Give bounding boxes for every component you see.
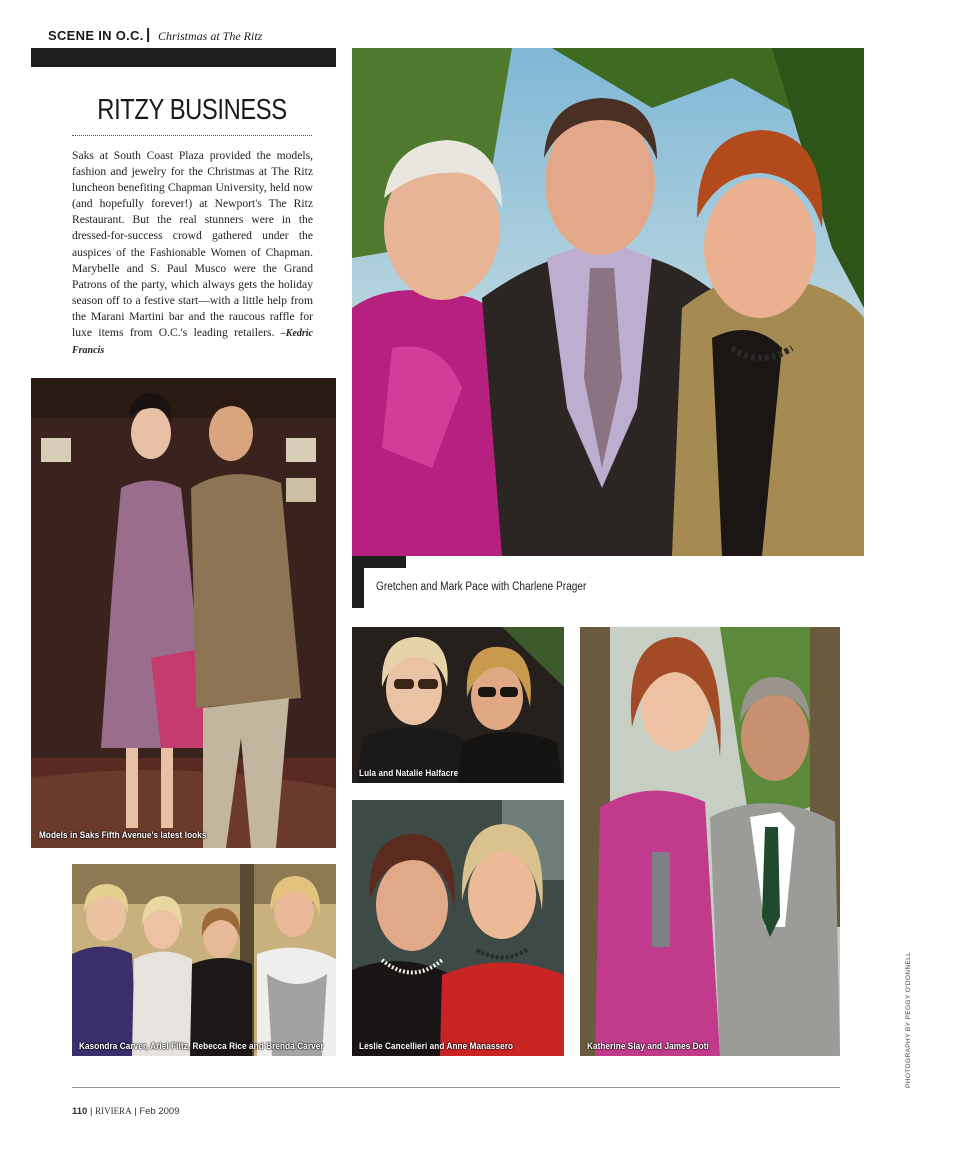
- article-body: [72, 148, 313, 359]
- photo-lula: [352, 627, 564, 783]
- byline: –Kedric Francis: [72, 328, 313, 357]
- section-subtitle: Christmas at The Ritz: [158, 29, 263, 43]
- photo-main-caption: Gretchen and Mark Pace with Charlene Prager: [376, 581, 587, 593]
- article-text: Saks at South Coast Plaza provided the models, fashion and jewelry for the Christmas at The Ritz luncheon benefiting Chapman University, held now (and hopefully forever!) at Newport's The Ritz Restaurant. But the real stunners were in the dressed-for-success crowd gathered under the auspices of the Fashionable Women of Chapman. Marybelle and S. Paul Musco were the Grand Patrons of the party, which always gets the holiday season off to a festive start—with a little help from the Marani Martini bar and the raucous raffle for luxe items from O.C.'s leading retailers.: [72, 149, 313, 340]
- photo-models: [31, 378, 336, 848]
- photo-credit: PHOTOGRAPHY BY PEGGY O'DONNELL: [905, 951, 912, 1088]
- page-number: 110: [72, 1106, 88, 1117]
- photo-models-caption: Models in Saks Fifth Avenue's latest looks: [39, 830, 207, 841]
- photo-leslie-caption: Leslie Cancellieri and Anne Manassero: [359, 1041, 514, 1052]
- photo-group: [72, 864, 336, 1056]
- photo-group-image: [72, 864, 336, 1056]
- photo-lula-caption: Lula and Natalie Halfacre: [359, 768, 459, 779]
- photo-leslie: [352, 800, 564, 1056]
- section-separator: |: [146, 26, 151, 43]
- photo-main: [352, 48, 864, 556]
- title-divider: [72, 135, 312, 136]
- folio-separator: |: [89, 1106, 96, 1117]
- section-label: SCENE IN O.C.: [48, 28, 144, 43]
- photo-leslie-image: [352, 800, 564, 1056]
- photo-group-caption: Kasondra Carver, Ariel Filtz, Rebecca Rice and Brenda Carver: [79, 1041, 324, 1052]
- article-title: RITZY BUSINESS: [97, 94, 287, 126]
- photo-katherine-caption: Katherine Slay and James Doti: [587, 1041, 709, 1052]
- photo-models-image: [31, 378, 336, 848]
- photo-lula-image: [352, 627, 564, 783]
- folio: [72, 1106, 179, 1117]
- folio-separator: |: [134, 1106, 140, 1117]
- photo-katherine: [580, 627, 840, 1056]
- photo-main-image: [352, 48, 864, 556]
- issue-date: Feb 2009: [139, 1106, 180, 1117]
- header-bar: [31, 48, 336, 67]
- footer-rule: [72, 1087, 840, 1088]
- magazine-name: RIVIERA: [95, 1106, 132, 1116]
- caption-accent-bar-vertical: [352, 558, 364, 608]
- photo-katherine-image: [580, 627, 840, 1056]
